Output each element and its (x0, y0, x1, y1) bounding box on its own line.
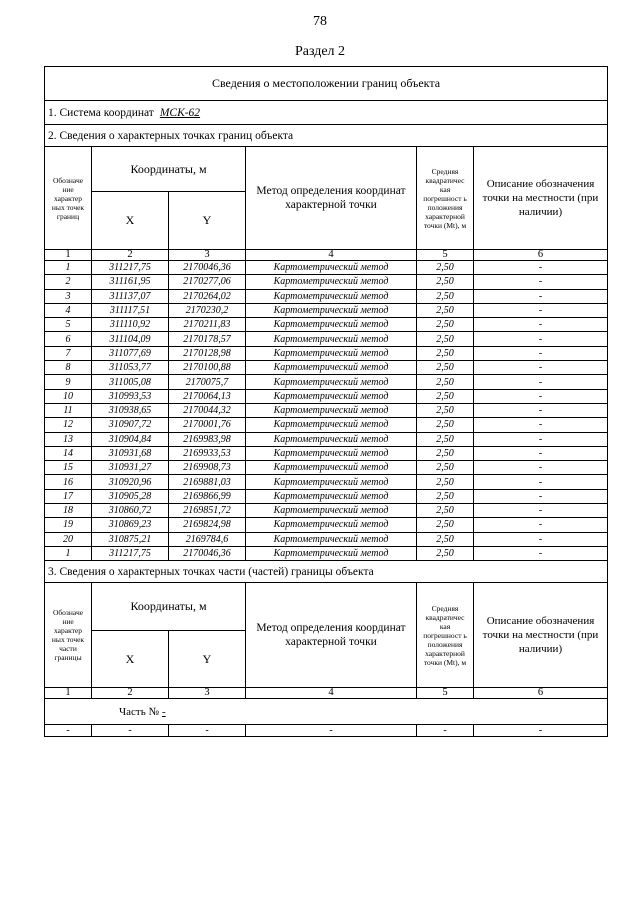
table-cell-4: Картометрический метод (246, 275, 417, 289)
table-cell-6: - (474, 375, 608, 389)
table-cell-6: - (474, 461, 608, 475)
table-cell-5: 2,50 (417, 432, 474, 446)
table-cell-5: 2,50 (417, 518, 474, 532)
table-cell-4: Картометрический метод (246, 418, 417, 432)
table-cell-4: Картометрический метод (246, 546, 417, 560)
table-cell-1: 9 (45, 375, 92, 389)
table-cell-2: 311110,92 (92, 318, 169, 332)
part-label-text: Часть № (119, 705, 159, 718)
table-row (45, 361, 608, 375)
coordinate-system-value: МСК-62 (159, 106, 201, 119)
column-number-3: 3 (169, 250, 246, 261)
table-title: Сведения о местоположении границ объекта (45, 67, 608, 101)
table-cell-1: 19 (45, 518, 92, 532)
section-title: Раздел 2 (294, 44, 346, 59)
table-cell-3: 2170264,02 (169, 289, 246, 303)
table-cell-1: 1 (45, 546, 92, 560)
table-row (45, 518, 608, 532)
table-row (45, 532, 608, 546)
table-cell-5: 2,50 (417, 303, 474, 317)
table-cell-3: 2169784,6 (169, 532, 246, 546)
table-cell-2: 311104,09 (92, 332, 169, 346)
table-cell-1: 7 (45, 346, 92, 360)
empty-part-row (45, 725, 608, 737)
empty-cell-1: - (45, 725, 92, 737)
table-cell-2: 311077,69 (92, 346, 169, 360)
table-cell-4: Картометрический метод (246, 361, 417, 375)
table-cell-5: 2,50 (417, 261, 474, 275)
table-row (45, 546, 608, 560)
table-cell-1: 1 (45, 261, 92, 275)
table-row (45, 418, 608, 432)
table-cell-5: 2,50 (417, 318, 474, 332)
table-cell-2: 310905,28 (92, 489, 169, 503)
column-numbers-row (45, 250, 608, 261)
column-numbers-row-part (45, 688, 608, 699)
table-cell-4: Картометрический метод (246, 432, 417, 446)
column-number-2: 2 (92, 250, 169, 261)
header-error-part: Средняя квадратичес кая погрешност ь положения характерной точки (Mt), м (417, 583, 474, 688)
table-cell-6: - (474, 518, 608, 532)
table-cell-4: Картометрический метод (246, 446, 417, 460)
header-point-part: Обозначе ние характер ных точек части границы (45, 583, 92, 688)
empty-cell-4: - (246, 725, 417, 737)
table-cell-4: Картометрический метод (246, 389, 417, 403)
table-cell-1: 14 (45, 446, 92, 460)
table-cell-4: Картометрический метод (246, 489, 417, 503)
header-method: Метод определения координат характерной точки (246, 147, 417, 250)
table-cell-6: - (474, 361, 608, 375)
column-number-4: 4 (246, 250, 417, 261)
header-description-part: Описание обозначения точки на местности (при наличии) (474, 583, 608, 688)
table-cell-6: - (474, 275, 608, 289)
table-row (45, 389, 608, 403)
empty-cell-6: - (474, 725, 608, 737)
table-cell-3: 2170178,57 (169, 332, 246, 346)
section2-title-row (45, 125, 608, 147)
table-cell-1: 15 (45, 461, 92, 475)
boundary-table (44, 66, 608, 737)
table-cell-4: Картометрический метод (246, 289, 417, 303)
table-cell-2: 310860,72 (92, 504, 169, 518)
header-point: Обозначе ние характер ных точек границ (45, 147, 92, 250)
table-cell-2: 310907,72 (92, 418, 169, 432)
table-cell-5: 2,50 (417, 418, 474, 432)
table-cell-3: 2170211,83 (169, 318, 246, 332)
table-cell-3: 2169881,03 (169, 475, 246, 489)
table-cell-4: Картометрический метод (246, 518, 417, 532)
coordinate-system (45, 101, 608, 125)
table-row (45, 346, 608, 360)
table-cell-3: 2170046,36 (169, 261, 246, 275)
header-x-part: X (92, 631, 169, 688)
table-cell-3: 2169983,98 (169, 432, 246, 446)
table-cell-1: 5 (45, 318, 92, 332)
table-cell-1: 18 (45, 504, 92, 518)
table-cell-6: - (474, 261, 608, 275)
header-method-part: Метод определения координат характерной точки (246, 583, 417, 688)
table-cell-2: 310875,21 (92, 532, 169, 546)
table-row (45, 318, 608, 332)
table-cell-5: 2,50 (417, 446, 474, 460)
table-cell-4: Картометрический метод (246, 303, 417, 317)
table-cell-4: Картометрический метод (246, 475, 417, 489)
column-number-part-3: 3 (169, 688, 246, 699)
table-cell-5: 2,50 (417, 504, 474, 518)
table-cell-6: - (474, 489, 608, 503)
table-cell-6: - (474, 504, 608, 518)
table-cell-4: Картометрический метод (246, 346, 417, 360)
table-cell-3: 2169824,98 (169, 518, 246, 532)
header-coords: Координаты, м (92, 147, 246, 192)
table-row (45, 261, 608, 275)
part-row (45, 699, 608, 725)
header-row-1-part (45, 583, 608, 631)
table-cell-4: Картометрический метод (246, 532, 417, 546)
empty-cell-5: - (417, 725, 474, 737)
table-cell-6: - (474, 318, 608, 332)
table-cell-1: 2 (45, 275, 92, 289)
table-cell-3: 2170046,36 (169, 546, 246, 560)
table-row (45, 332, 608, 346)
table-cell-6: - (474, 346, 608, 360)
header-y-part: Y (169, 631, 246, 688)
table-cell-3: 2169933,53 (169, 446, 246, 460)
table-row (45, 289, 608, 303)
table-row (45, 403, 608, 417)
table-row (45, 446, 608, 460)
table-cell-3: 2170277,06 (169, 275, 246, 289)
table-cell-6: - (474, 289, 608, 303)
table-row (45, 375, 608, 389)
column-number-5: 5 (417, 250, 474, 261)
table-cell-3: 2169908,73 (169, 461, 246, 475)
table-cell-1: 20 (45, 532, 92, 546)
table-cell-3: 2170001,76 (169, 418, 246, 432)
header-description: Описание обозначения точки на местности (при наличии) (474, 147, 608, 250)
table-cell-6: - (474, 403, 608, 417)
table-cell-2: 311117,51 (92, 303, 169, 317)
table-cell-1: 12 (45, 418, 92, 432)
table-row (45, 432, 608, 446)
table-cell-6: - (474, 332, 608, 346)
table-cell-6: - (474, 446, 608, 460)
table-row (45, 303, 608, 317)
table-row (45, 461, 608, 475)
coordinate-system-label: 1. Система координат (48, 106, 154, 119)
table-cell-4: Картометрический метод (246, 504, 417, 518)
table-cell-1: 8 (45, 361, 92, 375)
table-cell-4: Картометрический метод (246, 318, 417, 332)
table-cell-3: 2170064,13 (169, 389, 246, 403)
header-y: Y (169, 192, 246, 250)
table-cell-2: 310931,68 (92, 446, 169, 460)
table-cell-4: Картометрический метод (246, 375, 417, 389)
table-cell-2: 311217,75 (92, 546, 169, 560)
table-cell-5: 2,50 (417, 332, 474, 346)
table-cell-6: - (474, 418, 608, 432)
table-cell-1: 11 (45, 403, 92, 417)
table-cell-5: 2,50 (417, 489, 474, 503)
table-cell-3: 2170075,7 (169, 375, 246, 389)
table-cell-5: 2,50 (417, 289, 474, 303)
table-cell-2: 310931,27 (92, 461, 169, 475)
table-cell-2: 311217,75 (92, 261, 169, 275)
table-cell-6: - (474, 475, 608, 489)
table-cell-5: 2,50 (417, 403, 474, 417)
table-cell-2: 310920,96 (92, 475, 169, 489)
table-cell-4: Картометрический метод (246, 461, 417, 475)
table-cell-5: 2,50 (417, 346, 474, 360)
table-cell-1: 4 (45, 303, 92, 317)
column-number-part-1: 1 (45, 688, 92, 699)
table-cell-2: 311053,77 (92, 361, 169, 375)
table-cell-2: 311005,08 (92, 375, 169, 389)
header-row-1 (45, 147, 608, 192)
table-cell-3: 2170044,32 (169, 403, 246, 417)
table-cell-3: 2169866,99 (169, 489, 246, 503)
table-cell-3: 2170230,2 (169, 303, 246, 317)
table-cell-1: 13 (45, 432, 92, 446)
column-number-part-4: 4 (246, 688, 417, 699)
table-cell-6: - (474, 303, 608, 317)
table-cell-5: 2,50 (417, 275, 474, 289)
table-cell-5: 2,50 (417, 389, 474, 403)
section3-title: 3. Сведения о характерных точках части (частей) границы объекта (45, 561, 608, 583)
column-number-part-2: 2 (92, 688, 169, 699)
table-row (45, 475, 608, 489)
table-cell-5: 2,50 (417, 475, 474, 489)
table-cell-2: 311137,07 (92, 289, 169, 303)
table-cell-2: 310938,65 (92, 403, 169, 417)
table-cell-6: - (474, 546, 608, 560)
empty-cell-3: - (169, 725, 246, 737)
table-cell-5: 2,50 (417, 361, 474, 375)
column-number-part-6: 6 (474, 688, 608, 699)
table-cell-3: 2170100,88 (169, 361, 246, 375)
table-row (45, 275, 608, 289)
table-row (45, 489, 608, 503)
column-number-6: 6 (474, 250, 608, 261)
coordinate-system-row (45, 101, 608, 125)
part-label (45, 699, 608, 725)
table-cell-1: 16 (45, 475, 92, 489)
table-cell-5: 2,50 (417, 546, 474, 560)
table-title-row (45, 67, 608, 101)
table-cell-1: 6 (45, 332, 92, 346)
table-cell-2: 310904,84 (92, 432, 169, 446)
section2-title: 2. Сведения о характерных точках границ объекта (45, 125, 608, 147)
table-cell-1: 17 (45, 489, 92, 503)
table-cell-4: Картометрический метод (246, 403, 417, 417)
column-number-part-5: 5 (417, 688, 474, 699)
column-number-1: 1 (45, 250, 92, 261)
table-cell-1: 3 (45, 289, 92, 303)
table-cell-2: 310869,23 (92, 518, 169, 532)
table-cell-3: 2170128,98 (169, 346, 246, 360)
table-cell-5: 2,50 (417, 532, 474, 546)
table-cell-6: - (474, 432, 608, 446)
empty-cell-2: - (92, 725, 169, 737)
table-cell-6: - (474, 532, 608, 546)
table-cell-2: 311161,95 (92, 275, 169, 289)
page-number: 78 (313, 14, 327, 29)
header-x: X (92, 192, 169, 250)
table-cell-4: Картометрический метод (246, 332, 417, 346)
header-coords-part: Координаты, м (92, 583, 246, 631)
table-cell-3: 2169851,72 (169, 504, 246, 518)
part-number: - (161, 705, 166, 718)
table-row (45, 504, 608, 518)
table-cell-5: 2,50 (417, 461, 474, 475)
table-cell-5: 2,50 (417, 375, 474, 389)
table-cell-2: 310993,53 (92, 389, 169, 403)
table-cell-4: Картометрический метод (246, 261, 417, 275)
table-cell-1: 10 (45, 389, 92, 403)
section3-title-row (45, 561, 608, 583)
header-error: Средняя квадратичес кая погрешност ь положения характерной точки (Mt), м (417, 147, 474, 250)
table-cell-6: - (474, 389, 608, 403)
